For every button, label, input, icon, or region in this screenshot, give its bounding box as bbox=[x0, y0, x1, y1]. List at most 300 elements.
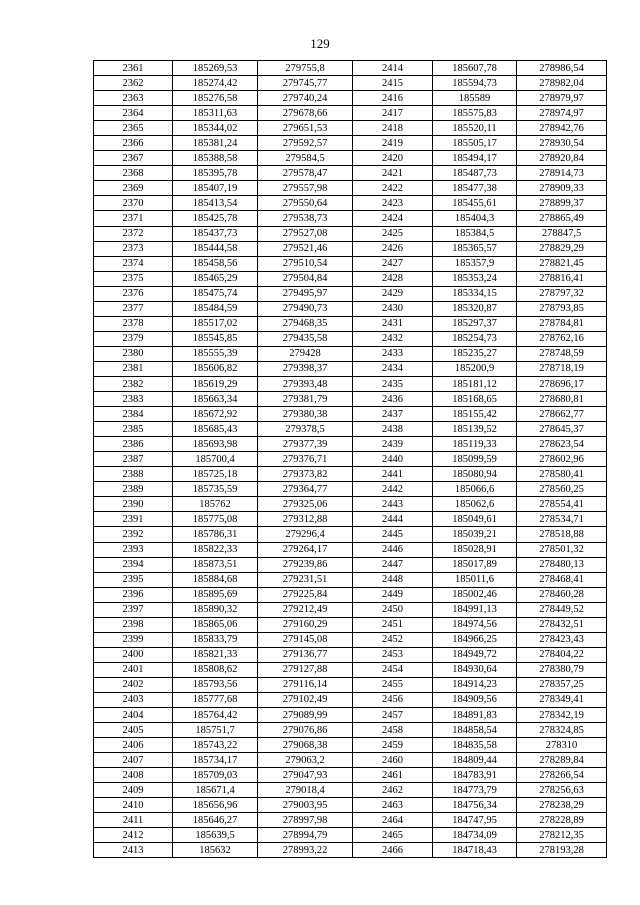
point-number-cell: 2427 bbox=[353, 256, 433, 271]
y-coordinate-cell: 279003,95 bbox=[258, 798, 353, 813]
x-coordinate-cell: 185334,15 bbox=[433, 286, 517, 301]
y-coordinate-cell: 279398,37 bbox=[258, 361, 353, 376]
point-number-cell: 2429 bbox=[353, 286, 433, 301]
point-number-cell: 2459 bbox=[353, 738, 433, 753]
coordinates-table bbox=[93, 60, 607, 858]
x-coordinate-cell: 185388,58 bbox=[173, 151, 258, 166]
point-number-cell: 2382 bbox=[94, 376, 173, 391]
x-coordinate-cell: 185545,85 bbox=[173, 331, 258, 346]
x-coordinate-cell: 185494,17 bbox=[433, 151, 517, 166]
y-coordinate-cell: 278994,79 bbox=[258, 828, 353, 843]
point-number-cell: 2399 bbox=[94, 632, 173, 647]
x-coordinate-cell: 185762 bbox=[173, 497, 258, 512]
x-coordinate-cell: 184773,79 bbox=[433, 783, 517, 798]
table-row bbox=[94, 467, 607, 482]
x-coordinate-cell: 185672,92 bbox=[173, 407, 258, 422]
y-coordinate-cell: 278289,84 bbox=[517, 753, 607, 768]
x-coordinate-cell: 185619,29 bbox=[173, 376, 258, 391]
x-coordinate-cell: 185777,68 bbox=[173, 692, 258, 707]
table-row bbox=[94, 542, 607, 557]
y-coordinate-cell: 279584,5 bbox=[258, 151, 353, 166]
table-row bbox=[94, 286, 607, 301]
y-coordinate-cell: 278380,79 bbox=[517, 662, 607, 677]
y-coordinate-cell: 278793,85 bbox=[517, 301, 607, 316]
point-number-cell: 2422 bbox=[353, 181, 433, 196]
x-coordinate-cell: 185099,59 bbox=[433, 452, 517, 467]
point-number-cell: 2417 bbox=[353, 106, 433, 121]
y-coordinate-cell: 278784,81 bbox=[517, 316, 607, 331]
table-row bbox=[94, 677, 607, 692]
y-coordinate-cell: 278560,25 bbox=[517, 482, 607, 497]
point-number-cell: 2435 bbox=[353, 376, 433, 391]
y-coordinate-cell: 278228,89 bbox=[517, 813, 607, 828]
point-number-cell: 2373 bbox=[94, 241, 173, 256]
x-coordinate-cell: 185575,83 bbox=[433, 106, 517, 121]
x-coordinate-cell: 185743,22 bbox=[173, 738, 258, 753]
x-coordinate-cell: 185274,42 bbox=[173, 76, 258, 91]
y-coordinate-cell: 279312,88 bbox=[258, 512, 353, 527]
x-coordinate-cell: 185344,02 bbox=[173, 121, 258, 136]
y-coordinate-cell: 278324,85 bbox=[517, 723, 607, 738]
y-coordinate-cell: 279264,17 bbox=[258, 542, 353, 557]
x-coordinate-cell: 185181,12 bbox=[433, 376, 517, 391]
table-row bbox=[94, 692, 607, 707]
y-coordinate-cell: 279428 bbox=[258, 346, 353, 361]
point-number-cell: 2396 bbox=[94, 587, 173, 602]
table-row bbox=[94, 376, 607, 391]
point-number-cell: 2439 bbox=[353, 437, 433, 452]
x-coordinate-cell: 185168,65 bbox=[433, 392, 517, 407]
y-coordinate-cell: 279435,58 bbox=[258, 331, 353, 346]
x-coordinate-cell: 185297,37 bbox=[433, 316, 517, 331]
table-row bbox=[94, 422, 607, 437]
y-coordinate-cell: 279755,8 bbox=[258, 61, 353, 76]
y-coordinate-cell: 279225,84 bbox=[258, 587, 353, 602]
y-coordinate-cell: 279504,84 bbox=[258, 271, 353, 286]
table-row bbox=[94, 557, 607, 572]
point-number-cell: 2411 bbox=[94, 813, 173, 828]
y-coordinate-cell: 279740,24 bbox=[258, 91, 353, 106]
y-coordinate-cell: 278645,37 bbox=[517, 422, 607, 437]
x-coordinate-cell: 185821,33 bbox=[173, 647, 258, 662]
y-coordinate-cell: 278997,98 bbox=[258, 813, 353, 828]
table-row bbox=[94, 587, 607, 602]
x-coordinate-cell: 184914,23 bbox=[433, 677, 517, 692]
x-coordinate-cell: 185235,27 bbox=[433, 346, 517, 361]
x-coordinate-cell: 185808,62 bbox=[173, 662, 258, 677]
x-coordinate-cell: 184974,56 bbox=[433, 617, 517, 632]
x-coordinate-cell: 185786,31 bbox=[173, 527, 258, 542]
point-number-cell: 2433 bbox=[353, 346, 433, 361]
y-coordinate-cell: 278762,16 bbox=[517, 331, 607, 346]
table-row bbox=[94, 527, 607, 542]
table-row bbox=[94, 572, 607, 587]
y-coordinate-cell: 279116,14 bbox=[258, 677, 353, 692]
point-number-cell: 2404 bbox=[94, 708, 173, 723]
table-row bbox=[94, 392, 607, 407]
x-coordinate-cell: 185833,79 bbox=[173, 632, 258, 647]
x-coordinate-cell: 184991,13 bbox=[433, 602, 517, 617]
x-coordinate-cell: 184966,25 bbox=[433, 632, 517, 647]
x-coordinate-cell: 185011,6 bbox=[433, 572, 517, 587]
x-coordinate-cell: 185465,29 bbox=[173, 271, 258, 286]
y-coordinate-cell: 279557,98 bbox=[258, 181, 353, 196]
x-coordinate-cell: 185873,51 bbox=[173, 557, 258, 572]
x-coordinate-cell: 185425,78 bbox=[173, 211, 258, 226]
y-coordinate-cell: 278821,45 bbox=[517, 256, 607, 271]
x-coordinate-cell: 185709,03 bbox=[173, 768, 258, 783]
x-coordinate-cell: 185594,73 bbox=[433, 76, 517, 91]
point-number-cell: 2440 bbox=[353, 452, 433, 467]
y-coordinate-cell: 278920,84 bbox=[517, 151, 607, 166]
point-number-cell: 2426 bbox=[353, 241, 433, 256]
x-coordinate-cell: 185555,39 bbox=[173, 346, 258, 361]
point-number-cell: 2420 bbox=[353, 151, 433, 166]
x-coordinate-cell: 185520,11 bbox=[433, 121, 517, 136]
table-row bbox=[94, 647, 607, 662]
table-row bbox=[94, 662, 607, 677]
x-coordinate-cell: 185475,74 bbox=[173, 286, 258, 301]
y-coordinate-cell: 279018,4 bbox=[258, 783, 353, 798]
table-row bbox=[94, 166, 607, 181]
y-coordinate-cell: 279538,73 bbox=[258, 211, 353, 226]
x-coordinate-cell: 185725,18 bbox=[173, 467, 258, 482]
x-coordinate-cell: 185884,68 bbox=[173, 572, 258, 587]
point-number-cell: 2403 bbox=[94, 692, 173, 707]
x-coordinate-cell: 185353,24 bbox=[433, 271, 517, 286]
x-coordinate-cell: 184949,72 bbox=[433, 647, 517, 662]
x-coordinate-cell: 185589 bbox=[433, 91, 517, 106]
point-number-cell: 2390 bbox=[94, 497, 173, 512]
table-row bbox=[94, 106, 607, 121]
point-number-cell: 2431 bbox=[353, 316, 433, 331]
point-number-cell: 2368 bbox=[94, 166, 173, 181]
y-coordinate-cell: 279068,38 bbox=[258, 738, 353, 753]
x-coordinate-cell: 185671,4 bbox=[173, 783, 258, 798]
y-coordinate-cell: 278816,41 bbox=[517, 271, 607, 286]
table-row bbox=[94, 828, 607, 843]
x-coordinate-cell: 185437,73 bbox=[173, 226, 258, 241]
x-coordinate-cell: 185764,42 bbox=[173, 708, 258, 723]
table-row bbox=[94, 723, 607, 738]
y-coordinate-cell: 278518,88 bbox=[517, 527, 607, 542]
table-row bbox=[94, 632, 607, 647]
x-coordinate-cell: 184835,58 bbox=[433, 738, 517, 753]
point-number-cell: 2450 bbox=[353, 602, 433, 617]
point-number-cell: 2463 bbox=[353, 798, 433, 813]
y-coordinate-cell: 279380,38 bbox=[258, 407, 353, 422]
point-number-cell: 2428 bbox=[353, 271, 433, 286]
point-number-cell: 2414 bbox=[353, 61, 433, 76]
x-coordinate-cell: 185793,56 bbox=[173, 677, 258, 692]
y-coordinate-cell: 278718,19 bbox=[517, 361, 607, 376]
point-number-cell: 2395 bbox=[94, 572, 173, 587]
point-number-cell: 2452 bbox=[353, 632, 433, 647]
point-number-cell: 2415 bbox=[353, 76, 433, 91]
table-row bbox=[94, 482, 607, 497]
point-number-cell: 2375 bbox=[94, 271, 173, 286]
table-row bbox=[94, 738, 607, 753]
point-number-cell: 2367 bbox=[94, 151, 173, 166]
point-number-cell: 2362 bbox=[94, 76, 173, 91]
y-coordinate-cell: 278914,73 bbox=[517, 166, 607, 181]
x-coordinate-cell: 184747,95 bbox=[433, 813, 517, 828]
point-number-cell: 2370 bbox=[94, 196, 173, 211]
x-coordinate-cell: 185155,42 bbox=[433, 407, 517, 422]
point-number-cell: 2454 bbox=[353, 662, 433, 677]
x-coordinate-cell: 185365,57 bbox=[433, 241, 517, 256]
x-coordinate-cell: 185395,78 bbox=[173, 166, 258, 181]
point-number-cell: 2401 bbox=[94, 662, 173, 677]
point-number-cell: 2393 bbox=[94, 542, 173, 557]
x-coordinate-cell: 185381,24 bbox=[173, 136, 258, 151]
point-number-cell: 2363 bbox=[94, 91, 173, 106]
table-row bbox=[94, 437, 607, 452]
point-number-cell: 2388 bbox=[94, 467, 173, 482]
y-coordinate-cell: 278930,54 bbox=[517, 136, 607, 151]
y-coordinate-cell: 278696,17 bbox=[517, 376, 607, 391]
y-coordinate-cell: 278623,54 bbox=[517, 437, 607, 452]
point-number-cell: 2441 bbox=[353, 467, 433, 482]
point-number-cell: 2369 bbox=[94, 181, 173, 196]
x-coordinate-cell: 185607,78 bbox=[433, 61, 517, 76]
x-coordinate-cell: 184756,34 bbox=[433, 798, 517, 813]
x-coordinate-cell: 185119,33 bbox=[433, 437, 517, 452]
y-coordinate-cell: 278460,28 bbox=[517, 587, 607, 602]
x-coordinate-cell: 185320,87 bbox=[433, 301, 517, 316]
y-coordinate-cell: 279510,54 bbox=[258, 256, 353, 271]
point-number-cell: 2451 bbox=[353, 617, 433, 632]
table-row bbox=[94, 136, 607, 151]
point-number-cell: 2418 bbox=[353, 121, 433, 136]
point-number-cell: 2436 bbox=[353, 392, 433, 407]
point-number-cell: 2413 bbox=[94, 843, 173, 858]
y-coordinate-cell: 279550,64 bbox=[258, 196, 353, 211]
x-coordinate-cell: 185139,52 bbox=[433, 422, 517, 437]
y-coordinate-cell: 278256,63 bbox=[517, 783, 607, 798]
point-number-cell: 2445 bbox=[353, 527, 433, 542]
point-number-cell: 2443 bbox=[353, 497, 433, 512]
table-row bbox=[94, 602, 607, 617]
y-coordinate-cell: 278554,41 bbox=[517, 497, 607, 512]
y-coordinate-cell: 278468,41 bbox=[517, 572, 607, 587]
x-coordinate-cell: 185685,43 bbox=[173, 422, 258, 437]
x-coordinate-cell: 184734,09 bbox=[433, 828, 517, 843]
y-coordinate-cell: 279393,48 bbox=[258, 376, 353, 391]
point-number-cell: 2448 bbox=[353, 572, 433, 587]
x-coordinate-cell: 185663,34 bbox=[173, 392, 258, 407]
x-coordinate-cell: 185751,7 bbox=[173, 723, 258, 738]
table-row bbox=[94, 753, 607, 768]
y-coordinate-cell: 279376,71 bbox=[258, 452, 353, 467]
y-coordinate-cell: 278212,35 bbox=[517, 828, 607, 843]
table-row bbox=[94, 813, 607, 828]
point-number-cell: 2466 bbox=[353, 843, 433, 858]
x-coordinate-cell: 185311,63 bbox=[173, 106, 258, 121]
table-row bbox=[94, 512, 607, 527]
y-coordinate-cell: 278986,54 bbox=[517, 61, 607, 76]
table-row bbox=[94, 226, 607, 241]
table-row bbox=[94, 316, 607, 331]
y-coordinate-cell: 278432,51 bbox=[517, 617, 607, 632]
y-coordinate-cell: 279521,46 bbox=[258, 241, 353, 256]
y-coordinate-cell: 278847,5 bbox=[517, 226, 607, 241]
y-coordinate-cell: 279127,88 bbox=[258, 662, 353, 677]
x-coordinate-cell: 185407,19 bbox=[173, 181, 258, 196]
point-number-cell: 2460 bbox=[353, 753, 433, 768]
y-coordinate-cell: 279364,77 bbox=[258, 482, 353, 497]
y-coordinate-cell: 278797,32 bbox=[517, 286, 607, 301]
y-coordinate-cell: 279373,82 bbox=[258, 467, 353, 482]
y-coordinate-cell: 278982,04 bbox=[517, 76, 607, 91]
x-coordinate-cell: 185444,58 bbox=[173, 241, 258, 256]
point-number-cell: 2449 bbox=[353, 587, 433, 602]
point-number-cell: 2416 bbox=[353, 91, 433, 106]
point-number-cell: 2442 bbox=[353, 482, 433, 497]
x-coordinate-cell: 185455,61 bbox=[433, 196, 517, 211]
point-number-cell: 2456 bbox=[353, 692, 433, 707]
point-number-cell: 2461 bbox=[353, 768, 433, 783]
y-coordinate-cell: 278942,76 bbox=[517, 121, 607, 136]
y-coordinate-cell: 278899,37 bbox=[517, 196, 607, 211]
point-number-cell: 2432 bbox=[353, 331, 433, 346]
point-number-cell: 2364 bbox=[94, 106, 173, 121]
point-number-cell: 2410 bbox=[94, 798, 173, 813]
point-number-cell: 2385 bbox=[94, 422, 173, 437]
point-number-cell: 2372 bbox=[94, 226, 173, 241]
table-row bbox=[94, 76, 607, 91]
y-coordinate-cell: 279231,51 bbox=[258, 572, 353, 587]
x-coordinate-cell: 184930,64 bbox=[433, 662, 517, 677]
y-coordinate-cell: 279378,5 bbox=[258, 422, 353, 437]
y-coordinate-cell: 278909,33 bbox=[517, 181, 607, 196]
y-coordinate-cell: 278748,59 bbox=[517, 346, 607, 361]
table-row bbox=[94, 407, 607, 422]
table-row bbox=[94, 91, 607, 106]
y-coordinate-cell: 279377,39 bbox=[258, 437, 353, 452]
x-coordinate-cell: 185484,59 bbox=[173, 301, 258, 316]
point-number-cell: 2365 bbox=[94, 121, 173, 136]
table-row bbox=[94, 121, 607, 136]
y-coordinate-cell: 279495,97 bbox=[258, 286, 353, 301]
point-number-cell: 2397 bbox=[94, 602, 173, 617]
y-coordinate-cell: 278423,43 bbox=[517, 632, 607, 647]
point-number-cell: 2392 bbox=[94, 527, 173, 542]
table-row bbox=[94, 241, 607, 256]
y-coordinate-cell: 279678,66 bbox=[258, 106, 353, 121]
point-number-cell: 2378 bbox=[94, 316, 173, 331]
x-coordinate-cell: 185458,56 bbox=[173, 256, 258, 271]
y-coordinate-cell: 279239,86 bbox=[258, 557, 353, 572]
y-coordinate-cell: 279102,49 bbox=[258, 692, 353, 707]
point-number-cell: 2371 bbox=[94, 211, 173, 226]
point-number-cell: 2361 bbox=[94, 61, 173, 76]
x-coordinate-cell: 185404,3 bbox=[433, 211, 517, 226]
x-coordinate-cell: 184783,91 bbox=[433, 768, 517, 783]
x-coordinate-cell: 185477,38 bbox=[433, 181, 517, 196]
point-number-cell: 2379 bbox=[94, 331, 173, 346]
y-coordinate-cell: 279160,29 bbox=[258, 617, 353, 632]
y-coordinate-cell: 278342,19 bbox=[517, 708, 607, 723]
table-row bbox=[94, 211, 607, 226]
point-number-cell: 2400 bbox=[94, 647, 173, 662]
table-row bbox=[94, 843, 607, 858]
point-number-cell: 2409 bbox=[94, 783, 173, 798]
y-coordinate-cell: 278349,41 bbox=[517, 692, 607, 707]
x-coordinate-cell: 185002,46 bbox=[433, 587, 517, 602]
table-row bbox=[94, 798, 607, 813]
x-coordinate-cell: 185039,21 bbox=[433, 527, 517, 542]
table-row bbox=[94, 708, 607, 723]
y-coordinate-cell: 278680,81 bbox=[517, 392, 607, 407]
point-number-cell: 2434 bbox=[353, 361, 433, 376]
x-coordinate-cell: 185775,08 bbox=[173, 512, 258, 527]
x-coordinate-cell: 185276,58 bbox=[173, 91, 258, 106]
table-row bbox=[94, 301, 607, 316]
point-number-cell: 2455 bbox=[353, 677, 433, 692]
x-coordinate-cell: 185066,6 bbox=[433, 482, 517, 497]
y-coordinate-cell: 279468,35 bbox=[258, 316, 353, 331]
y-coordinate-cell: 279490,73 bbox=[258, 301, 353, 316]
point-number-cell: 2389 bbox=[94, 482, 173, 497]
table-row bbox=[94, 346, 607, 361]
point-number-cell: 2453 bbox=[353, 647, 433, 662]
point-number-cell: 2458 bbox=[353, 723, 433, 738]
x-coordinate-cell: 185822,33 bbox=[173, 542, 258, 557]
x-coordinate-cell: 185734,17 bbox=[173, 753, 258, 768]
y-coordinate-cell: 278310 bbox=[517, 738, 607, 753]
x-coordinate-cell: 185200,9 bbox=[433, 361, 517, 376]
x-coordinate-cell: 184858,54 bbox=[433, 723, 517, 738]
point-number-cell: 2423 bbox=[353, 196, 433, 211]
x-coordinate-cell: 185062,6 bbox=[433, 497, 517, 512]
point-number-cell: 2465 bbox=[353, 828, 433, 843]
y-coordinate-cell: 279745,77 bbox=[258, 76, 353, 91]
y-coordinate-cell: 279089,99 bbox=[258, 708, 353, 723]
point-number-cell: 2374 bbox=[94, 256, 173, 271]
y-coordinate-cell: 279136,77 bbox=[258, 647, 353, 662]
x-coordinate-cell: 185865,06 bbox=[173, 617, 258, 632]
point-number-cell: 2437 bbox=[353, 407, 433, 422]
y-coordinate-cell: 278974,97 bbox=[517, 106, 607, 121]
point-number-cell: 2412 bbox=[94, 828, 173, 843]
table-row bbox=[94, 181, 607, 196]
y-coordinate-cell: 278404,22 bbox=[517, 647, 607, 662]
table-row bbox=[94, 497, 607, 512]
point-number-cell: 2419 bbox=[353, 136, 433, 151]
y-coordinate-cell: 278993,22 bbox=[258, 843, 353, 858]
y-coordinate-cell: 278865,49 bbox=[517, 211, 607, 226]
x-coordinate-cell: 185890,32 bbox=[173, 602, 258, 617]
point-number-cell: 2457 bbox=[353, 708, 433, 723]
coordinates-table-body bbox=[94, 61, 607, 858]
table-row bbox=[94, 151, 607, 166]
x-coordinate-cell: 185254,73 bbox=[433, 331, 517, 346]
y-coordinate-cell: 279076,86 bbox=[258, 723, 353, 738]
point-number-cell: 2447 bbox=[353, 557, 433, 572]
x-coordinate-cell: 185632 bbox=[173, 843, 258, 858]
point-number-cell: 2391 bbox=[94, 512, 173, 527]
x-coordinate-cell: 185646,27 bbox=[173, 813, 258, 828]
y-coordinate-cell: 278449,52 bbox=[517, 602, 607, 617]
table-row bbox=[94, 196, 607, 211]
point-number-cell: 2387 bbox=[94, 452, 173, 467]
y-coordinate-cell: 279578,47 bbox=[258, 166, 353, 181]
y-coordinate-cell: 278193,28 bbox=[517, 843, 607, 858]
y-coordinate-cell: 279381,79 bbox=[258, 392, 353, 407]
y-coordinate-cell: 279592,57 bbox=[258, 136, 353, 151]
x-coordinate-cell: 185606,82 bbox=[173, 361, 258, 376]
